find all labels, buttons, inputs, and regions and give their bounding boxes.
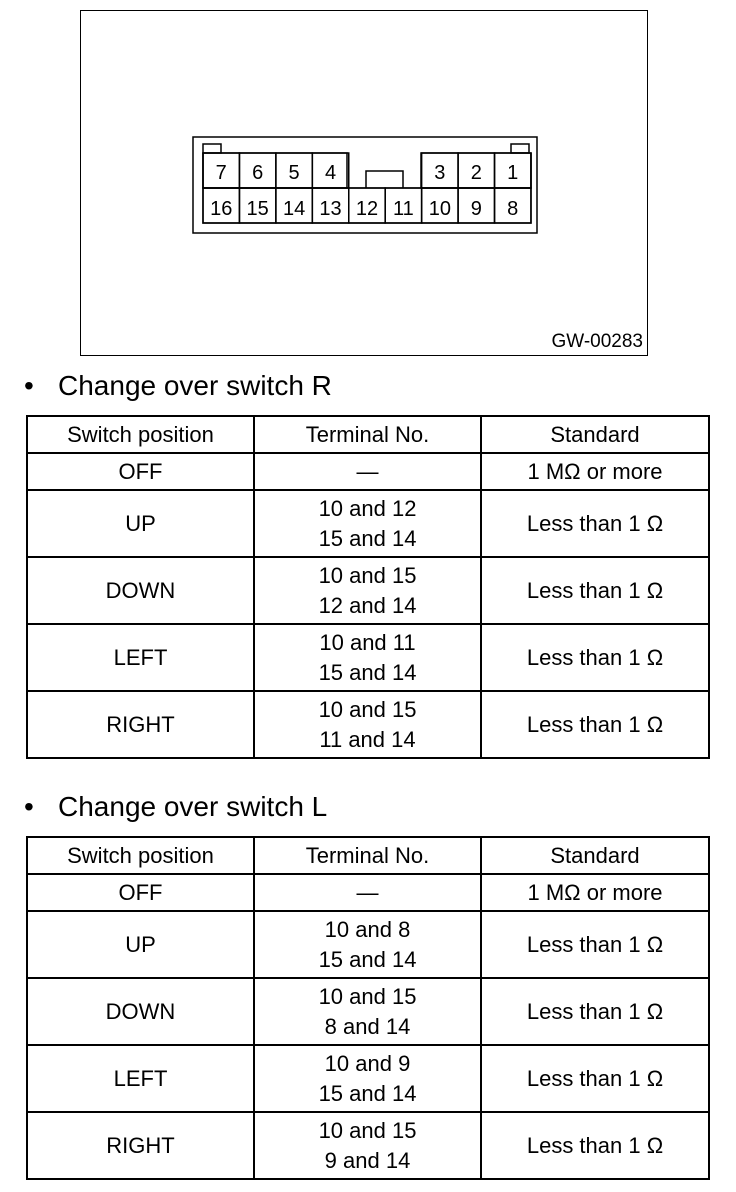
table-row xyxy=(27,453,709,490)
table-row xyxy=(27,1045,709,1112)
connector-pin-label: 4 xyxy=(324,162,337,184)
connector-pin-label: 8 xyxy=(507,198,519,220)
terminal-pair: 10 and 15 xyxy=(318,696,417,722)
standard-value: Less than 1 Ω xyxy=(481,490,709,557)
terminal-pair: 10 and 9 xyxy=(324,1050,411,1076)
terminal-no xyxy=(254,978,481,1045)
connector-latch-right xyxy=(511,144,529,153)
switch-position: LEFT xyxy=(27,1045,254,1112)
column-header: Switch position xyxy=(27,416,254,453)
section-title: Change over switch R xyxy=(58,370,332,401)
switch-position: DOWN xyxy=(27,557,254,624)
table-row xyxy=(27,874,709,911)
terminal-pair: 10 and 8 xyxy=(324,916,411,942)
terminal-pair: — xyxy=(356,879,379,905)
section-heading-l xyxy=(24,791,327,823)
terminal-no xyxy=(254,624,481,691)
table-row xyxy=(27,624,709,691)
terminal-pair: 11 and 14 xyxy=(319,726,416,752)
switch-position: UP xyxy=(27,911,254,978)
connector-pin-label: 11 xyxy=(393,198,414,220)
terminal-pair: 10 and 11 xyxy=(319,629,416,655)
standard-value: Less than 1 Ω xyxy=(481,978,709,1045)
switch-position: LEFT xyxy=(27,624,254,691)
connector-pin-label: 2 xyxy=(470,162,482,184)
section-title: Change over switch L xyxy=(58,791,328,822)
connector-pin-label: 10 xyxy=(428,198,451,220)
connector-pin-label: 14 xyxy=(282,198,306,220)
section-heading-r xyxy=(24,370,332,402)
column-header: Switch position xyxy=(27,837,254,874)
standard-value: Less than 1 Ω xyxy=(481,557,709,624)
terminal-pair: 8 and 14 xyxy=(324,1013,411,1039)
connector-pin-label: 7 xyxy=(215,162,227,184)
connector-pin-label: 1 xyxy=(507,162,519,184)
column-header: Standard xyxy=(481,416,709,453)
terminal-pair: 15 and 14 xyxy=(318,659,417,685)
connector-pin-label: 16 xyxy=(210,198,233,220)
terminal-no xyxy=(254,911,481,978)
table-row xyxy=(27,490,709,557)
connector-pin-label: 15 xyxy=(246,198,269,220)
switch-position: UP xyxy=(27,490,254,557)
connector-pin-label: 9 xyxy=(470,198,482,220)
terminal-no xyxy=(254,1112,481,1179)
standard-value: 1 MΩ or more xyxy=(481,874,709,911)
connector-latch-left xyxy=(203,144,221,153)
column-header: Standard xyxy=(481,837,709,874)
bullet-icon: • xyxy=(24,791,34,822)
terminal-no xyxy=(254,490,481,557)
table-row xyxy=(27,557,709,624)
switch-position: OFF xyxy=(27,874,254,911)
terminal-pair: — xyxy=(356,458,379,484)
switch-position: DOWN xyxy=(27,978,254,1045)
switch-position: RIGHT xyxy=(27,691,254,758)
connector-figure xyxy=(80,10,648,356)
connector-pin-label: 5 xyxy=(288,162,300,184)
table-switch-r xyxy=(26,415,710,759)
table-row xyxy=(27,1112,709,1179)
terminal-pair: 15 and 14 xyxy=(318,1080,417,1106)
bullet-icon: • xyxy=(24,370,34,401)
connector-pin-label: 6 xyxy=(252,162,264,184)
switch-position: OFF xyxy=(27,453,254,490)
table-row xyxy=(27,691,709,758)
standard-value: Less than 1 Ω xyxy=(481,1112,709,1179)
terminal-pair: 15 and 14 xyxy=(318,525,417,551)
standard-value: 1 MΩ or more xyxy=(481,453,709,490)
terminal-pair: 10 and 15 xyxy=(318,983,417,1009)
terminal-pair: 15 and 14 xyxy=(318,946,417,972)
standard-value: Less than 1 Ω xyxy=(481,691,709,758)
column-header: Terminal No. xyxy=(254,837,481,874)
connector-diagram xyxy=(81,11,649,357)
standard-value: Less than 1 Ω xyxy=(481,624,709,691)
terminal-no xyxy=(254,453,481,490)
switch-position: RIGHT xyxy=(27,1112,254,1179)
connector-pin-label: 13 xyxy=(319,198,342,220)
table-switch-l xyxy=(26,836,710,1180)
figure-id: GW-00283 xyxy=(551,331,643,352)
terminal-pair: 10 and 15 xyxy=(318,562,417,588)
standard-value: Less than 1 Ω xyxy=(481,1045,709,1112)
standard-value: Less than 1 Ω xyxy=(481,911,709,978)
table-row xyxy=(27,911,709,978)
terminal-no xyxy=(254,691,481,758)
terminal-no xyxy=(254,1045,481,1112)
column-header: Terminal No. xyxy=(254,416,481,453)
connector-pin-label: 3 xyxy=(434,162,446,184)
connector-key xyxy=(366,171,403,188)
terminal-pair: 10 and 12 xyxy=(318,495,417,521)
terminal-no xyxy=(254,874,481,911)
table-row xyxy=(27,978,709,1045)
connector-pin-label: 12 xyxy=(355,198,379,220)
terminal-no xyxy=(254,557,481,624)
terminal-pair: 12 and 14 xyxy=(318,592,417,618)
terminal-pair: 9 and 14 xyxy=(324,1147,411,1173)
terminal-pair: 10 and 15 xyxy=(318,1117,417,1143)
